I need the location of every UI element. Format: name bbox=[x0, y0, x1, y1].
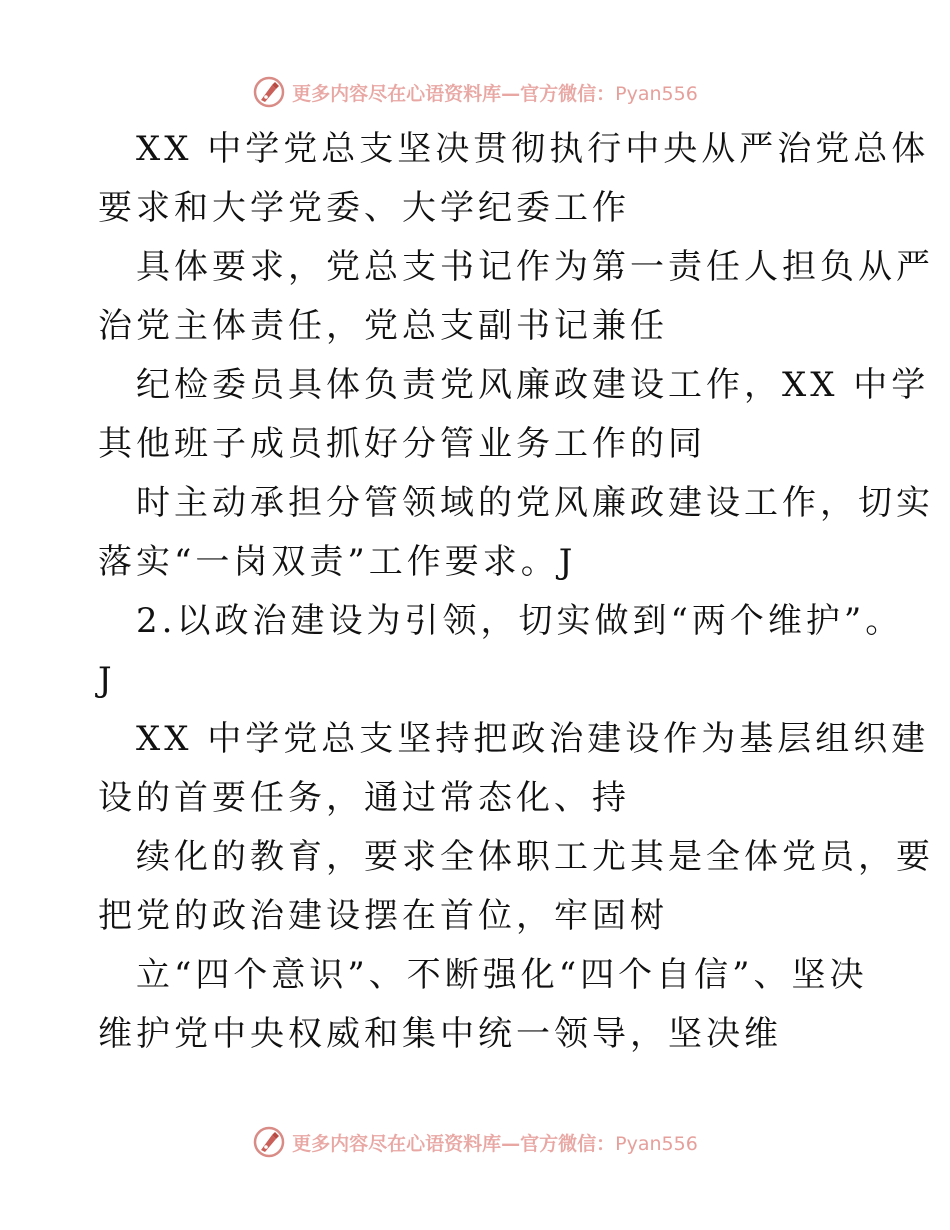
header-watermark bbox=[0, 72, 950, 112]
watermark-text: 更多内容尽在心语资料库—官方微信：Pyan556 bbox=[292, 1132, 698, 1155]
paragraph-line: 维护党中央权威和集中统一领导，坚决维 bbox=[98, 1014, 782, 1054]
footer-watermark bbox=[0, 1122, 950, 1162]
document-body bbox=[98, 120, 934, 1064]
paragraph-line: 时主动承担分管领域的党风廉政建设工作，切实 bbox=[136, 483, 934, 523]
paragraph-line: 设的首要任务，通过常态化、持 bbox=[98, 778, 630, 818]
paragraph-line: XX 中学党总支坚决贯彻执行中央从严治党总体 bbox=[136, 129, 930, 169]
paragraph-line: 立“四个意识”、不断强化“四个自信”、坚决 bbox=[136, 955, 868, 995]
pen-nib-logo-icon bbox=[252, 1125, 286, 1159]
paragraph-line: 续化的教育，要求全体职工尤其是全体党员，要 bbox=[136, 837, 934, 877]
paragraph-line: 落实“一岗双责”工作要求。J bbox=[98, 542, 577, 582]
pen-nib-logo-icon bbox=[252, 75, 286, 109]
paragraph-line: XX 中学党总支坚持把政治建设作为基层组织建 bbox=[136, 719, 930, 759]
paragraph-line: J bbox=[98, 660, 116, 700]
paragraph-line: 纪检委员具体负责党风廉政建设工作，XX 中学 bbox=[136, 365, 930, 405]
watermark-text: 更多内容尽在心语资料库—官方微信：Pyan556 bbox=[292, 82, 698, 105]
paragraph-line: 其他班子成员抓好分管业务工作的同 bbox=[98, 424, 706, 464]
paragraph-line: 治党主体责任，党总支副书记兼任 bbox=[98, 306, 668, 346]
paragraph-line: 把党的政治建设摆在首位，牢固树 bbox=[98, 896, 668, 936]
paragraph-line: 要求和大学党委、大学纪委工作 bbox=[98, 188, 630, 228]
paragraph-line: 具体要求，党总支书记作为第一责任人担负从严 bbox=[136, 247, 934, 287]
section-heading-line: 2.以政治建设为引领，切实做到“两个维护”。 bbox=[136, 601, 904, 641]
